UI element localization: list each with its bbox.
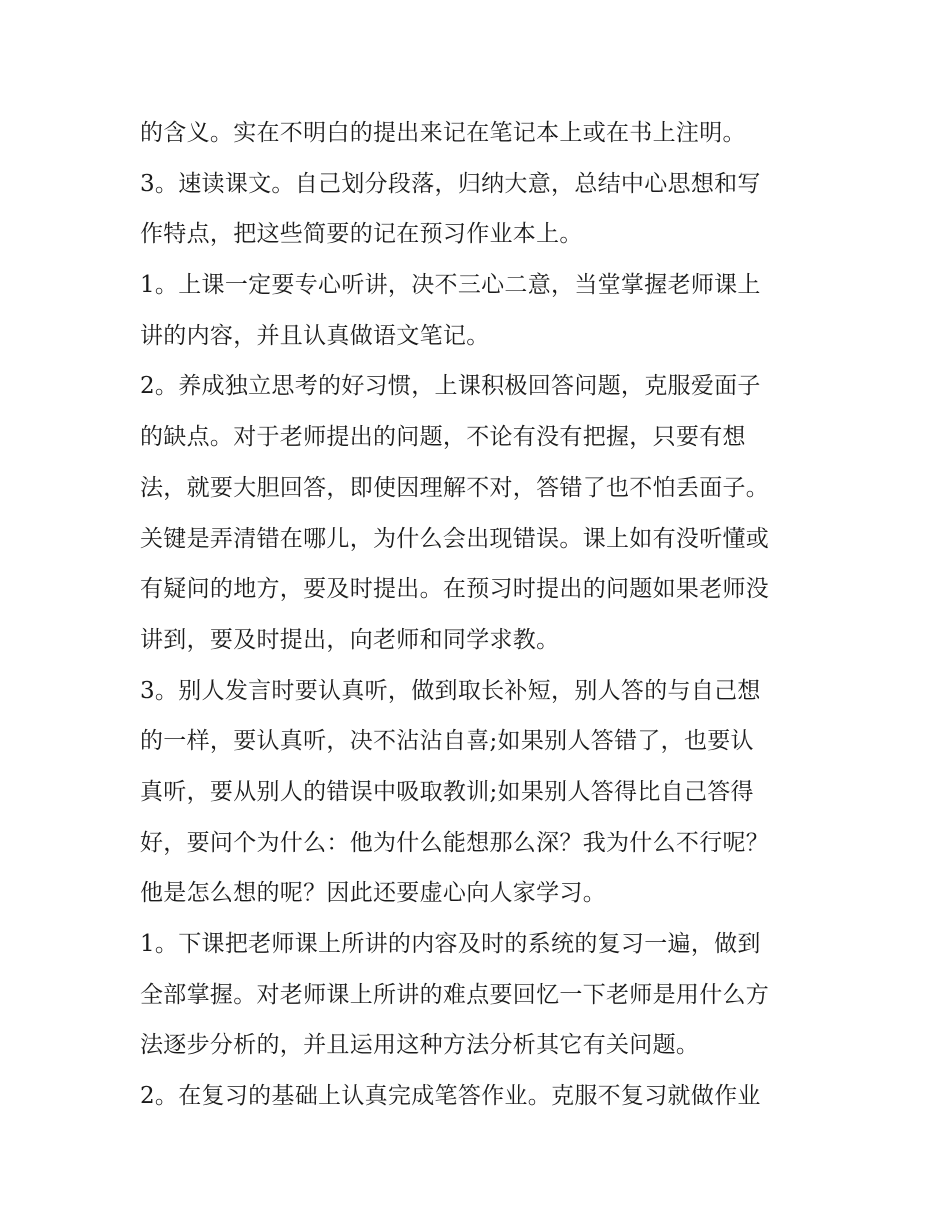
text-line: 讲的内容，并且认真做语文笔记。 [140,322,490,349]
text-line: 讲到，要及时提出，向老师和同学求教。 [140,626,560,653]
text-line: 法逐步分析的，并且运用这种方法分析其它有关问题。 [140,1032,700,1059]
text-line: 3。别人发言时要认真听，做到取长补短，别人答的与自己想 [140,677,761,704]
text-line: 2。在复习的基础上认真完成笔答作业。克服不复习就做作业 [140,1083,761,1110]
text-line: 2。养成独立思考的好习惯，上课积极回答问题，克服爱面子 [140,373,761,400]
text-line: 作特点，把这些简要的记在预习作业本上。 [140,221,583,248]
text-line: 的缺点。对于老师提出的问题，不论有没有把握，只要有想 [140,424,746,451]
text-line: 全部掌握。对老师课上所讲的难点要回忆一下老师是用什么方 [140,981,770,1008]
text-line: 好，要问个为什么：他为什么能想那么深？我为什么不行呢？ [140,829,770,856]
text-line: 法，就要大胆回答，即使因理解不对，答错了也不怕丢面子。 [140,474,770,501]
text-line: 有疑问的地方，要及时提出。在预习时提出的问题如果老师没 [140,576,770,603]
text-line: 1。上课一定要专心听讲，决不三心二意，当堂掌握老师课上 [140,272,761,299]
text-line: 3。速读课文。自己划分段落，归纳大意，总结中心思想和写 [140,170,761,197]
text-line: 他是怎么想的呢？因此还要虚心向人家学习。 [140,880,606,907]
text-line: 的含义。实在不明白的提出来记在笔记本上或在书上注明。 [140,120,746,146]
text-line: 的一样，要认真听，决不沾沾自喜;如果别人答错了，也要认 [140,728,754,755]
text-line: 关键是弄清错在哪儿，为什么会出现错误。课上如有没听懂或 [140,525,770,552]
text-line: 1。下课把老师课上所讲的内容及时的系统的复习一遍，做到 [140,931,761,957]
body-text [140,108,820,1122]
text-line: 真听，要从别人的错误中吸取教训;如果别人答得比自己答得 [140,778,754,805]
